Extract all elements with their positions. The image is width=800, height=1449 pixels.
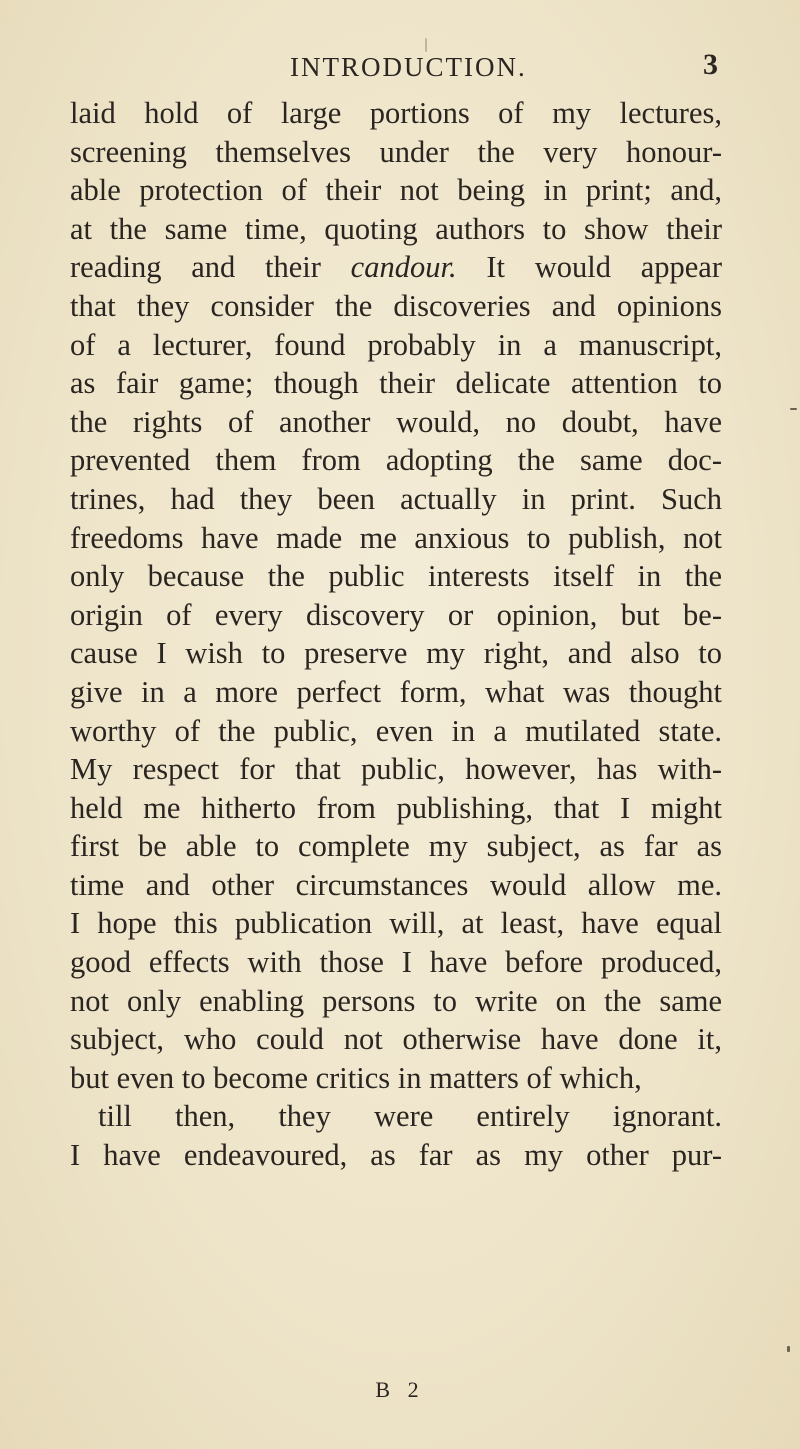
text-line: screening themselves under the very honour- xyxy=(70,134,722,169)
running-title: INTRODUCTION. xyxy=(290,52,527,82)
text-line: I have endeavoured, as far as my other pur- xyxy=(70,1138,722,1173)
body-text xyxy=(70,94,722,1175)
signature-mark: B 2 xyxy=(375,1377,425,1402)
text-line: time and other circumstances would allow me. xyxy=(70,867,722,902)
text-line: laid hold of large portions of my lectures, xyxy=(70,96,722,130)
ink-speck xyxy=(425,38,427,52)
text-line: but even to become critics in matters of which, xyxy=(70,1060,642,1095)
text-line: prevented them from adopting the same doc- xyxy=(70,443,722,478)
text-line: able protection of their not being in print; and, xyxy=(70,173,722,208)
text-line: only because the public interests itself in the xyxy=(70,559,722,594)
text-line: My respect for that public, however, has with- xyxy=(70,752,722,787)
text-line: of a lecturer, found probably in a manuscript, xyxy=(70,327,722,362)
text-line xyxy=(70,248,722,287)
text-segment: reading and their xyxy=(70,250,351,285)
italic-word: candour. xyxy=(350,250,457,285)
text-line: first be able to complete my subject, as far as xyxy=(70,829,722,864)
text-line: held me hitherto from publishing, that I might xyxy=(70,790,722,825)
text-line: that they consider the discoveries and opinions xyxy=(70,288,722,323)
text-line: origin of every discovery or opinion, but be- xyxy=(70,597,722,632)
text-line: till then, they were entirely ignorant. xyxy=(98,1099,722,1134)
text-line: cause I wish to preserve my right, and also to xyxy=(70,636,722,671)
text-line: worthy of the public, even in a mutilated state. xyxy=(70,713,722,748)
page-number: 3 xyxy=(703,48,718,81)
text-line: subject, who could not otherwise have done it, xyxy=(70,1022,722,1057)
text-line: good effects with those I have before produced, xyxy=(70,945,722,980)
text-line: at the same time, quoting authors to show their xyxy=(70,211,722,246)
text-line: as fair game; though their delicate attention to xyxy=(70,366,722,401)
text-line: not only enabling persons to write on the same xyxy=(70,983,722,1018)
ink-speck xyxy=(787,1346,790,1352)
running-header xyxy=(0,44,800,84)
text-line: give in a more perfect form, what was thought xyxy=(70,674,722,709)
text-line: freedoms have made me anxious to publish, not xyxy=(70,520,722,555)
ink-speck xyxy=(790,408,797,410)
text-line: the rights of another would, no doubt, have xyxy=(70,404,722,439)
text-segment: It would appear xyxy=(456,250,723,285)
text-line: I hope this publication will, at least, have equal xyxy=(70,906,722,941)
text-line: trines, had they been actually in print. Such xyxy=(70,481,722,516)
